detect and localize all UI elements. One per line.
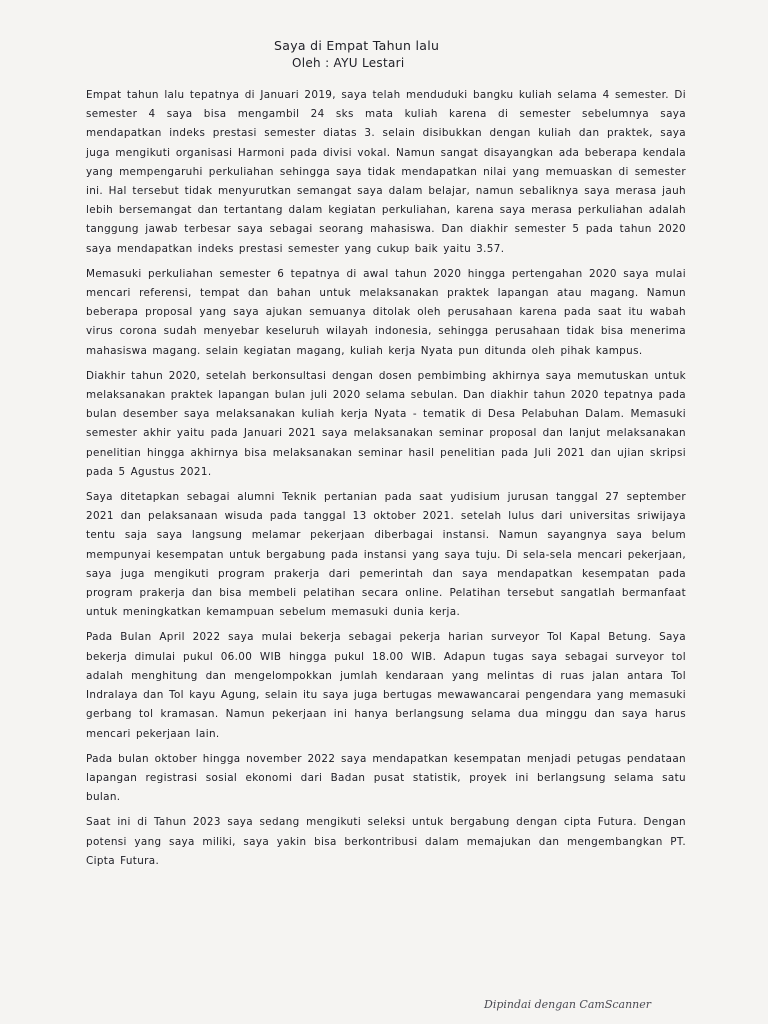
document-body	[86, 86, 686, 871]
document-title: Saya di Empat Tahun lalu	[274, 38, 440, 53]
paragraph-4: Saya ditetapkan sebagai alumni Teknik pertanian pada saat yudisium jurusan tanggal 27 september 2021 dan pelaksanaan wisuda pada tanggal 13 oktober 2021. setelah lulus dari universitas sriwijaya tentu saja saya langsung melamar pekerjaan diberbagai instansi. Namun sayangnya saya belum mempunyai kesempatan untuk bergabung pada instansi yang saya tuju. Di sela-sela mencari pekerjaan, saya juga mengikuti program prakerja dari pemerintah dan saya mendapatkan kesempatan pada program prakerja dan bisa membeli pelatihan secara online. Pelatihan tersebut sangatlah bermanfaat untuk meningkatkan kemampuan sebelum memasuki dunia kerja.	[86, 491, 686, 619]
paragraph-5: Pada Bulan April 2022 saya mulai bekerja sebagai pekerja harian surveyor Tol Kapal Betung. Saya bekerja dimulai pukul 06.00 WIB hingga pukul 18.00 WIB. Adapun tugas saya sebagai surveyor tol adalah menghitung dan mengelompokkan jumlah kendaraan yang melintas di ruas jalan antara Tol Indralaya dan Tol kayu Agung, selain itu saya juga bertugas mewawancarai pengendara yang memasuki gerbang tol kramasan. Namun pekerjaan ini hanya berlangsung selama dua minggu dan saya harus mencari pekerjaan lain.	[86, 631, 686, 740]
paragraph-7: Saat ini di Tahun 2023 saya sedang mengikuti seleksi untuk bergabung dengan cipta Futura. Dengan potensi yang saya miliki, saya yakin bisa berkontribusi dalam memajukan dan mengembangkan PT. Cipta Futura.	[86, 816, 686, 867]
document-author: Oleh : AYU Lestari	[292, 56, 405, 70]
paragraph-6: Pada bulan oktober hingga november 2022 saya mendapatkan kesempatan menjadi petugas pendataan lapangan registrasi sosial ekonomi dari Badan pusat statistik, proyek ini berlangsung selama satu bulan.	[86, 752, 686, 804]
camscanner-watermark: Dipindai dengan CamScanner	[484, 998, 652, 1011]
paragraph-1: Empat tahun lalu tepatnya di Januari 2019, saya telah menduduki bangku kuliah selama 4 semester. Di semester 4 saya bisa mengambil 24 sks mata kuliah karena di semester sebelumnya saya mendapatkan indeks prestasi semester diatas 3. selain disibukkan dengan kuliah dan praktek, saya juga mengikuti organisasi Harmoni pada divisi vokal. Namun sangat disayangkan ada beberapa kendala yang mempengaruhi perkuliahan sehingga saya tidak mendapatkan nilai yang memuaskan di semester ini. Hal tersebut tidak menyurutkan semangat saya dalam belajar, namun sebaliknya saya merasa jauh lebih bersemangat dan tertantang dalam kegiatan perkuliahan, karena saya merasa perkuliahan adalah tanggung jawab terbesar saya sebagai seorang mahasiswa. Dan diakhir semester 5 pada tahun 2020 saya mendapatkan indeks prestasi semester yang cukup baik yaitu 3.57.	[86, 89, 686, 255]
paragraph-3: Diakhir tahun 2020, setelah berkonsultasi dengan dosen pembimbing akhirnya saya memutuskan untuk melaksanakan praktek lapangan bulan juli 2020 selama sebulan. Dan diakhir tahun 2020 tepatnya pada bulan desember saya melaksanakan kuliah kerja Nyata - tematik di Desa Pelabuhan Dalam. Memasuki semester akhir yaitu pada Januari 2021 saya melaksanakan seminar proposal dan lanjut melaksanakan penelitian hingga akhirnya bisa melaksanakan seminar hasil penelitian pada Juli 2021 dan ujian skripsi pada 5 Agustus 2021.	[86, 369, 686, 478]
paragraph-2: Memasuki perkuliahan semester 6 tepatnya di awal tahun 2020 hingga pertengahan 2020 saya mulai mencari referensi, tempat dan bahan untuk melaksanakan praktek lapangan atau magang. Namun beberapa proposal yang saya ajukan semuanya ditolak oleh perusahaan karena pada saat itu wabah virus corona sudah menyebar keseluruh wilayah indonesia, sehingga perusahaan tidak bisa menerima mahasiswa magang. selain kegiatan magang, kuliah kerja Nyata pun ditunda oleh pihak kampus.	[86, 267, 686, 357]
